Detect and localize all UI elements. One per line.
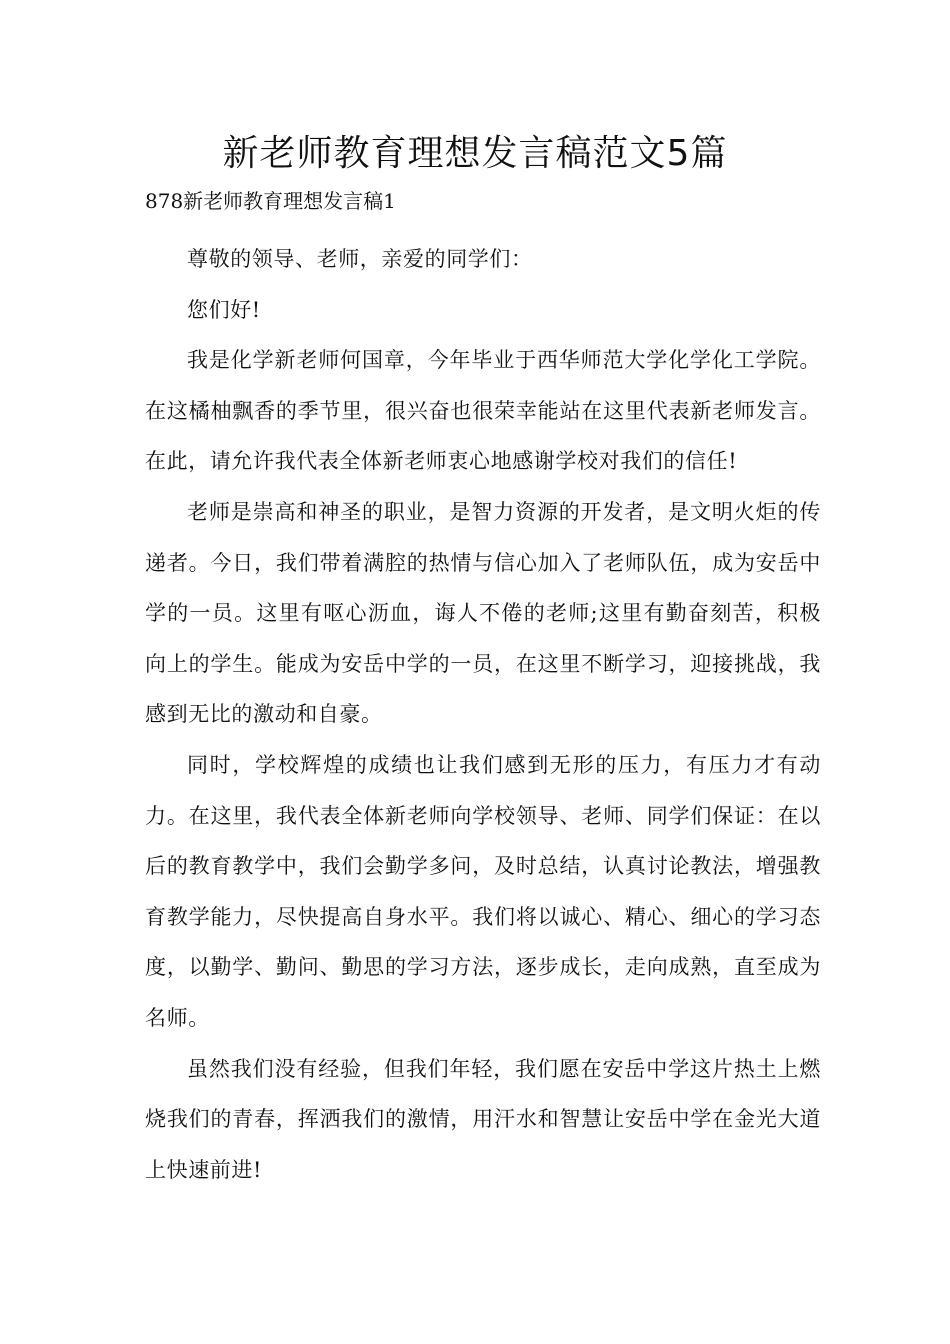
paragraph-introduction: 我是化学新老师何国章，今年毕业于西华师范大学化学化工学院。在这橘柚飘香的季节里，很兴奋也很荣幸能站在这里代表新老师发言。在此，请允许我代表全体新老师衷心地感谢学校对我们的信任! <box>145 348 821 474</box>
paragraph-pledge: 同时，学校辉煌的成绩也让我们感到无形的压力，有压力才有动力。在这里，我代表全体新老师向学校领导、老师、同学们保证：在以后的教育教学中，我们会勤学多问，及时总结，认真讨论教法，增强教育教学能力，尽快提高自身水平。我们将以诚心、精心、细心的学习态度，以勤学、勤问、勤思的学习方法，逐步成长，走向成熟，直至成为名师。 <box>145 752 821 1030</box>
paragraph-closing: 虽然我们没有经验，但我们年轻，我们愿在安岳中学这片热土上燃烧我们的青春，挥洒我们的激情，用汗水和智慧让安岳中学在金光大道上快速前进! <box>145 1056 821 1182</box>
paragraph-greeting: 尊敬的领导、老师，亲爱的同学们： <box>187 247 533 271</box>
paragraph-profession: 老师是崇高和神圣的职业，是智力资源的开发者，是文明火炬的传递者。今日，我们带着满腔的热情与信心加入了老师队伍，成为安岳中学的一员。这里有呕心沥血，诲人不倦的老师;这里有勤奋刻苦，积极向上的学生。能成为安岳中学的一员，在这里不断学习，迎接挑战，我感到无比的激动和自豪。 <box>145 499 821 727</box>
document-title: 新老师教育理想发言稿范文5篇 <box>222 133 728 174</box>
paragraph-salutation: 您们好! <box>187 297 261 322</box>
document-subheading: 878新老师教育理想发言稿1 <box>145 189 396 213</box>
document-body <box>145 234 821 1195</box>
